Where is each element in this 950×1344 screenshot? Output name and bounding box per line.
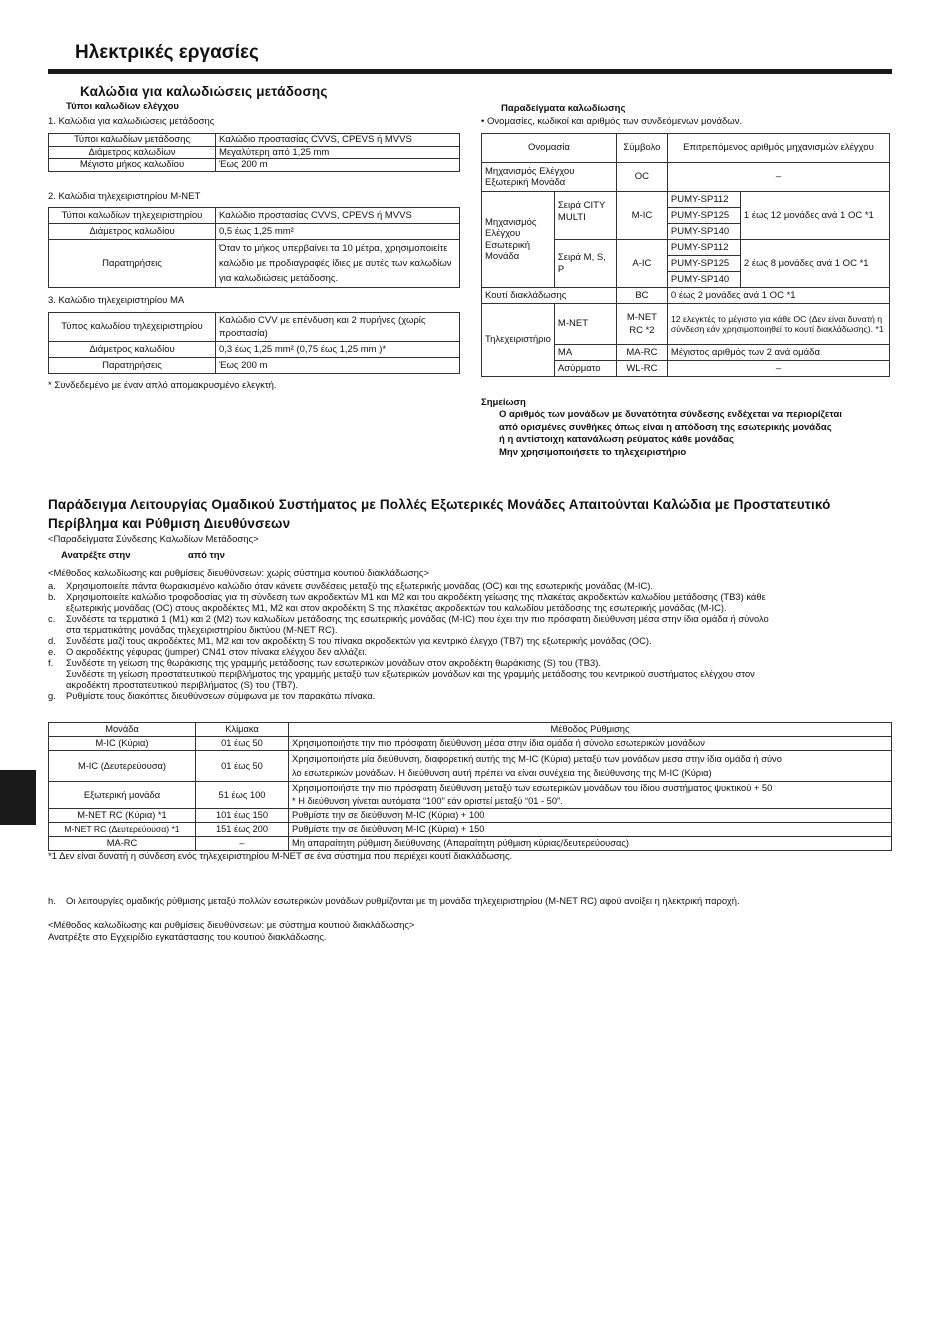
table-cell: Μέγιστο μήκος καλωδίου bbox=[49, 159, 216, 172]
wiring-examples-heading: Παραδείγματα καλωδίωσης bbox=[501, 103, 626, 114]
method-no-branch-box: <Μέθοδος καλωδίωσης και ρυθμίσεις διευθύνσεων: χωρίς σύστημα κουτιού διακλάδωσης> bbox=[48, 568, 430, 579]
step-key: h. bbox=[48, 895, 56, 906]
cell-line: Χρησιμοποιήστε την πιο πρόσφατη διεύθυνση μεταξύ των εσωτερικών μονάδων του ίδιου συστήματος ψυκτικού + 50 bbox=[292, 783, 773, 793]
table-row bbox=[49, 146, 460, 159]
footnote-star: * Συνδεδεμένο με έναν απλό απομακρυσμένο ελεγκτή. bbox=[48, 380, 277, 391]
table-cell: Τύποι καλωδίων τηλεχειριστηρίου bbox=[49, 208, 216, 224]
subheading-transmission-cables: 1. Καλώδια για καλωδιώσεις μετάδοσης bbox=[48, 116, 215, 127]
cell-line: * Η διεύθυνση γίνεται αυτόματα “100” εάν οριστεί μεταξύ “01 - 50”. bbox=[292, 796, 563, 806]
table-cell: Μηχανισμός Ελέγχου Εξωτερική Μονάδα bbox=[482, 163, 617, 192]
refer-to-label: Ανατρέξτε στην bbox=[61, 550, 131, 561]
table-cell: 01 έως 50 bbox=[196, 751, 289, 782]
table-row bbox=[49, 737, 892, 751]
table-cell: Έως 200 m bbox=[216, 358, 460, 374]
table-row bbox=[49, 208, 460, 224]
table-cell: 12 ελεγκτές το μέγιστο για κάθε OC (Δεν είναι δυνατή η σύνδεση εάν χρησιμοποιηθεί το κουτί διακλάδωσης). *1 bbox=[667, 304, 889, 345]
table-cell: Σειρά M, S, P bbox=[554, 240, 616, 288]
table-header: Μονάδα bbox=[49, 723, 196, 737]
table-cell: OC bbox=[616, 163, 667, 192]
table-header: Ονομασία bbox=[482, 134, 617, 163]
list-item bbox=[48, 580, 898, 591]
step-key: a. bbox=[48, 580, 56, 591]
table-cell: Μη απαραίτητη ρύθμιση διεύθυνσης (Απαραίτητη ρύθμιση κύριας/δευτερεύουσας) bbox=[289, 837, 892, 851]
table-cell: Διάμετρος καλωδίου bbox=[49, 224, 216, 240]
wiring-examples-table bbox=[481, 133, 890, 377]
table-cell: M-IC (Κύρια) bbox=[49, 737, 196, 751]
table-cell: Τύποι καλωδίων μετάδοσης bbox=[49, 134, 216, 147]
cell-line: Χρησιμοποιήστε μία διεύθυνση, διαφορετική αυτής της M-IC (Κύρια) μεταξύ των μονάδων μεσα στην ίδια ομάδα ή σύνο bbox=[292, 754, 782, 764]
subheading-ma-cable: 3. Καλώδιο τηλεχειριστηρίου MA bbox=[48, 295, 185, 306]
table-cell: 01 έως 50 bbox=[196, 737, 289, 751]
step-text: Συνδέστε μαζί τους ακροδέκτες M1, M2 και τον ακροδέκτη S του πίνακα ακροδεκτών για κεντρικό έλεγχο (TB7) της εξωτερικής μονάδας (OC). bbox=[66, 635, 652, 646]
address-settings-table bbox=[48, 722, 892, 851]
cell-line: λο εσωτερικών μονάδων. Η διεύθυνση αυτή πρέπει να είναι συνέχεια της διεύθυνσης της M-IC (Κύρια) bbox=[292, 768, 712, 778]
table-cell: – bbox=[196, 837, 289, 851]
table-cell: Διάμετρος καλωδίων bbox=[49, 146, 216, 159]
steps-list bbox=[48, 580, 898, 701]
control-cable-types-heading: Τύποι καλωδίων ελέγχου bbox=[66, 101, 179, 112]
table-cell: M-IC (Δευτερεύουσα) bbox=[49, 751, 196, 782]
table-cell: 101 έως 150 bbox=[196, 809, 289, 823]
list-item bbox=[48, 690, 898, 701]
list-item bbox=[48, 646, 898, 657]
method-with-branch-box: <Μέθοδος καλωδίωσης και ρυθμίσεις διευθύνσεων: με σύστημα κουτιού διακλάδωσης> bbox=[48, 920, 415, 931]
list-item bbox=[48, 591, 898, 602]
table-row bbox=[49, 751, 892, 782]
step-text: ακροδέκτη προστατευτικού περιβλήματος (S) του (TB7). bbox=[66, 679, 299, 690]
table-cell: 51 έως 100 bbox=[196, 782, 289, 809]
step-text: Ρυθμίστε τους διακόπτες διευθύνσεων σύμφωνα με τον παρακάτω πίνακα. bbox=[66, 690, 376, 701]
table-cell: – bbox=[667, 163, 889, 192]
table-cell bbox=[289, 782, 892, 809]
table-row bbox=[482, 192, 890, 208]
note-line: από ορισμένες συνθήκες όπως είναι η απόδοση της εσωτερικής μονάδας bbox=[499, 421, 832, 433]
table-cell: Ασύρματο bbox=[554, 361, 616, 377]
table-cell: PUMY-SP112 bbox=[667, 240, 740, 256]
table-header: Σύμβολο bbox=[616, 134, 667, 163]
table-cell: PUMY-SP125 bbox=[667, 208, 740, 224]
table-cell: MA bbox=[554, 345, 616, 361]
title-rule bbox=[48, 69, 892, 74]
table-cell: 0,3 έως 1,25 mm² (0,75 έως 1,25 mm )* bbox=[216, 342, 460, 358]
table-cell: Χρησιμοποιήστε την πιο πρόσφατη διεύθυνση μέσα στην ίδια ομάδα ή σύνολο εσωτερικών μονάδων bbox=[289, 737, 892, 751]
step-text: Συνδέστε τα τερματικά 1 (M1) και 2 (M2) των καλωδίων μετάδοσης της εσωτερικής μονάδας (M-IC) που έχει την πιο πρόσφατη διεύθυνση μέσα στην ίδια ομάδα ή σύνολο bbox=[66, 613, 769, 624]
group-subtitle: <Παραδείγματα Σύνδεσης Καλωδίων Μετάδοσης> bbox=[48, 534, 259, 545]
table-cell: Εξωτερική μονάδα bbox=[49, 782, 196, 809]
table-cell: 151 έως 200 bbox=[196, 823, 289, 837]
table-cell: MA-RC bbox=[49, 837, 196, 851]
table-row bbox=[482, 304, 890, 345]
table-cell: WL-RC bbox=[616, 361, 667, 377]
step-key: d. bbox=[48, 635, 56, 646]
table-row bbox=[49, 240, 460, 288]
table-row bbox=[482, 134, 890, 163]
step-text: στα τερματικάτης μονάδας τηλεχειριστηρίου δικτύου (M-NET RC). bbox=[66, 624, 338, 635]
table-cell: PUMY-SP140 bbox=[667, 272, 740, 288]
list-item bbox=[48, 613, 898, 624]
transmission-cable-table bbox=[48, 133, 460, 172]
table-cell: 2 έως 8 μονάδες ανά 1 OC *1 bbox=[740, 240, 889, 288]
group-system-title: Παράδειγμα Λειτουργίας Ομαδικού Συστήματος με Πολλές Εξωτερικές Μονάδες Απαιτούνται Καλώδια με Προστατευτικό Περίβλημα και Ρύθμιση Διευθύνσεων bbox=[48, 497, 831, 531]
note-line: ή η αντίστοιχη κατανάλωση ρεύματος κάθε μονάδας bbox=[499, 434, 734, 445]
table-row bbox=[49, 723, 892, 737]
table-cell: Τύπος καλωδίου τηλεχειριστηρίου bbox=[49, 313, 216, 342]
table-cell: Σειρά CITY MULTI bbox=[554, 192, 616, 240]
step-text: Ο ακροδέκτης γέφυρας (jumper) CN41 στον πίνακα ελέγχου δεν αλλάζει. bbox=[66, 646, 367, 657]
table-cell: PUMY-SP125 bbox=[667, 256, 740, 272]
step-key: c. bbox=[48, 613, 56, 624]
table-header: Επιτρεπόμενος αριθμός μηχανισμών ελέγχου bbox=[667, 134, 889, 163]
table-row bbox=[49, 342, 460, 358]
step-text: Συνδέστε τη γείωση της θωράκισης της γραμμής μετάδοσης των εσωτερικών μονάδων στον ακροδέκτη θωράκισης (S) του (TB3). bbox=[66, 657, 601, 668]
table-cell: Καλώδιο προστασίας CVVS, CPEVS ή MVVS bbox=[216, 208, 460, 224]
table-header: Μέθοδος Ρύθμισης bbox=[289, 723, 892, 737]
table-row bbox=[49, 224, 460, 240]
step-key: e. bbox=[48, 646, 56, 657]
subheading-mnet-cables: 2. Καλώδια τηλεχειριστηρίου M-NET bbox=[48, 191, 201, 202]
table-row bbox=[482, 163, 890, 192]
table-cell: Μεγαλύτερη από 1,25 mm bbox=[216, 146, 460, 159]
table-cell: Διάμετρος καλωδίου bbox=[49, 342, 216, 358]
section-title: Καλώδια για καλωδιώσεις μετάδοσης bbox=[80, 84, 328, 99]
table-row bbox=[49, 782, 892, 809]
table-row bbox=[49, 358, 460, 374]
step-key: g. bbox=[48, 690, 56, 701]
from-the-label: από την bbox=[188, 550, 225, 561]
table-row bbox=[49, 823, 892, 837]
table-cell: Όταν το μήκος υπερβαίνει τα 10 μέτρα, χρησιμοποιείτε καλώδιο με προδιαγραφές ίδιες με αυτές των καλωδίων για καλωδιώσεις μετάδοσης. bbox=[216, 240, 460, 288]
table-row bbox=[49, 837, 892, 851]
table-cell: 0 έως 2 μονάδες ανά 1 OC *1 bbox=[667, 288, 889, 304]
table-cell: BC bbox=[616, 288, 667, 304]
table-cell: MA-RC bbox=[616, 345, 667, 361]
table-cell: Καλώδιο προστασίας CVVS, CPEVS ή MVVS bbox=[216, 134, 460, 147]
table-cell: Έως 200 m bbox=[216, 159, 460, 172]
table-cell: – bbox=[667, 361, 889, 377]
table-cell: Ρυθμίστε την σε διεύθυνση M-IC (Κύρια) + 150 bbox=[289, 823, 892, 837]
table-header: Κλίμακα bbox=[196, 723, 289, 737]
table-cell: M-NET RC (Κύρια) *1 bbox=[49, 809, 196, 823]
table-cell: Ρυθμίστε την σε διεύθυνση M-IC (Κύρια) + 100 bbox=[289, 809, 892, 823]
table-cell: PUMY-SP112 bbox=[667, 192, 740, 208]
table-row bbox=[49, 809, 892, 823]
note-heading: Σημείωση bbox=[481, 397, 526, 408]
table-cell: M-NET RC (Δευτερεύουσα) *1 bbox=[49, 823, 196, 837]
step-text: εξωτερικής μονάδας (OC) στους ακροδέκτες M1, M2 και στον ακροδέκτη S της πλακέτας ακροδεκτών του καλωδίου μετάδοσης της εσωτερικής μονάδας (M-IC). bbox=[66, 602, 727, 613]
table-cell: M-IC bbox=[616, 192, 667, 240]
step-h bbox=[48, 895, 898, 906]
wiring-examples-bullet: • Ονομασίες, κωδικοί και αριθμός των συνδεόμενων μονάδων. bbox=[481, 116, 743, 127]
page-title: Ηλεκτρικές εργασίες bbox=[75, 42, 259, 63]
ma-cable-table bbox=[48, 312, 460, 374]
mnet-cable-table bbox=[48, 207, 460, 288]
table-cell: Παρατηρήσεις bbox=[49, 358, 216, 374]
footnote-1: *1 Δεν είναι δυνατή η σύνδεση ενός τηλεχειριστηρίου M-NET σε ένα σύστημα που περιέχει κουτί διακλάδωσης. bbox=[48, 851, 513, 862]
table-cell: Μέγιστος αριθμός των 2 ανά ομάδα bbox=[667, 345, 889, 361]
list-item bbox=[48, 657, 898, 668]
note-line: Ο αριθμός των μονάδων με δυνατότητα σύνδεσης ενδέχεται να περιορίζεται bbox=[499, 409, 842, 420]
table-cell: A-IC bbox=[616, 240, 667, 288]
step-text: Συνδέστε τη γείωση προστατευτικού περιβλήματος της γραμμής μεταξύ των εξωτερικών μονάδων και της γραμμής μετάδοσης του κεντρικού συστήματος ελέγχου στον bbox=[66, 668, 755, 679]
note-line: Μην χρησιμοποιήσετε το τηλεχειριστήριο bbox=[499, 446, 687, 458]
table-row bbox=[49, 134, 460, 147]
table-cell: PUMY-SP140 bbox=[667, 224, 740, 240]
note-body bbox=[499, 409, 899, 459]
step-text: Οι λειτουργίες ομαδικής ρύθμισης μεταξύ πολλών εσωτερικών μονάδων ρυθμίζονται με τη μονάδα τηλεχειριστηρίου (M-NET RC) αφού ανοίξει η ηλεκτρική παροχή. bbox=[66, 895, 740, 906]
table-cell: M-NET bbox=[554, 304, 616, 345]
table-cell bbox=[289, 751, 892, 782]
table-row bbox=[49, 313, 460, 342]
side-tab-marker bbox=[0, 770, 36, 825]
table-cell: Μηχανισμός Ελέγχου Εσωτερική Μονάδα bbox=[482, 192, 555, 288]
table-cell: 0,5 έως 1,25 mm² bbox=[216, 224, 460, 240]
step-text: Χρησιμοποιείτε πάντα θωρακισμένο καλώδιο όταν κάνετε συνδέσεις μεταξύ της εξωτερικής μονάδας (OC) και της εσωτερικής μονάδας (M-IC). bbox=[66, 580, 654, 591]
table-cell: Παρατηρήσεις bbox=[49, 240, 216, 288]
table-cell: 1 έως 12 μονάδες ανά 1 OC *1 bbox=[740, 192, 889, 240]
table-cell: M-NET RC *2 bbox=[616, 304, 667, 345]
table-row bbox=[482, 288, 890, 304]
table-cell: Κουτί διακλάδωσης bbox=[482, 288, 617, 304]
refer-branch-box-manual: Ανατρέξτε στο Εγχειρίδιο εγκατάστασης του κουτιού διακλάδωσης. bbox=[48, 932, 327, 943]
step-key: f. bbox=[48, 657, 54, 668]
table-row bbox=[49, 159, 460, 172]
table-cell: Τηλεχειριστήριο bbox=[482, 304, 555, 377]
step-key: b. bbox=[48, 591, 56, 602]
step-text: Χρησιμοποιείτε καλώδιο τροφοδοσίας για τη σύνδεση των ακροδεκτών M1 και M2 και του ακροδέκτη γείωσης της πλακέτας ακροδεκτών καλωδίου μετάδοσης (TB3) κάθε bbox=[66, 591, 766, 602]
table-cell: Καλώδιο CVV με επένδυση και 2 πυρήνες (χωρίς προστασία) bbox=[216, 313, 460, 342]
list-item bbox=[48, 635, 898, 646]
